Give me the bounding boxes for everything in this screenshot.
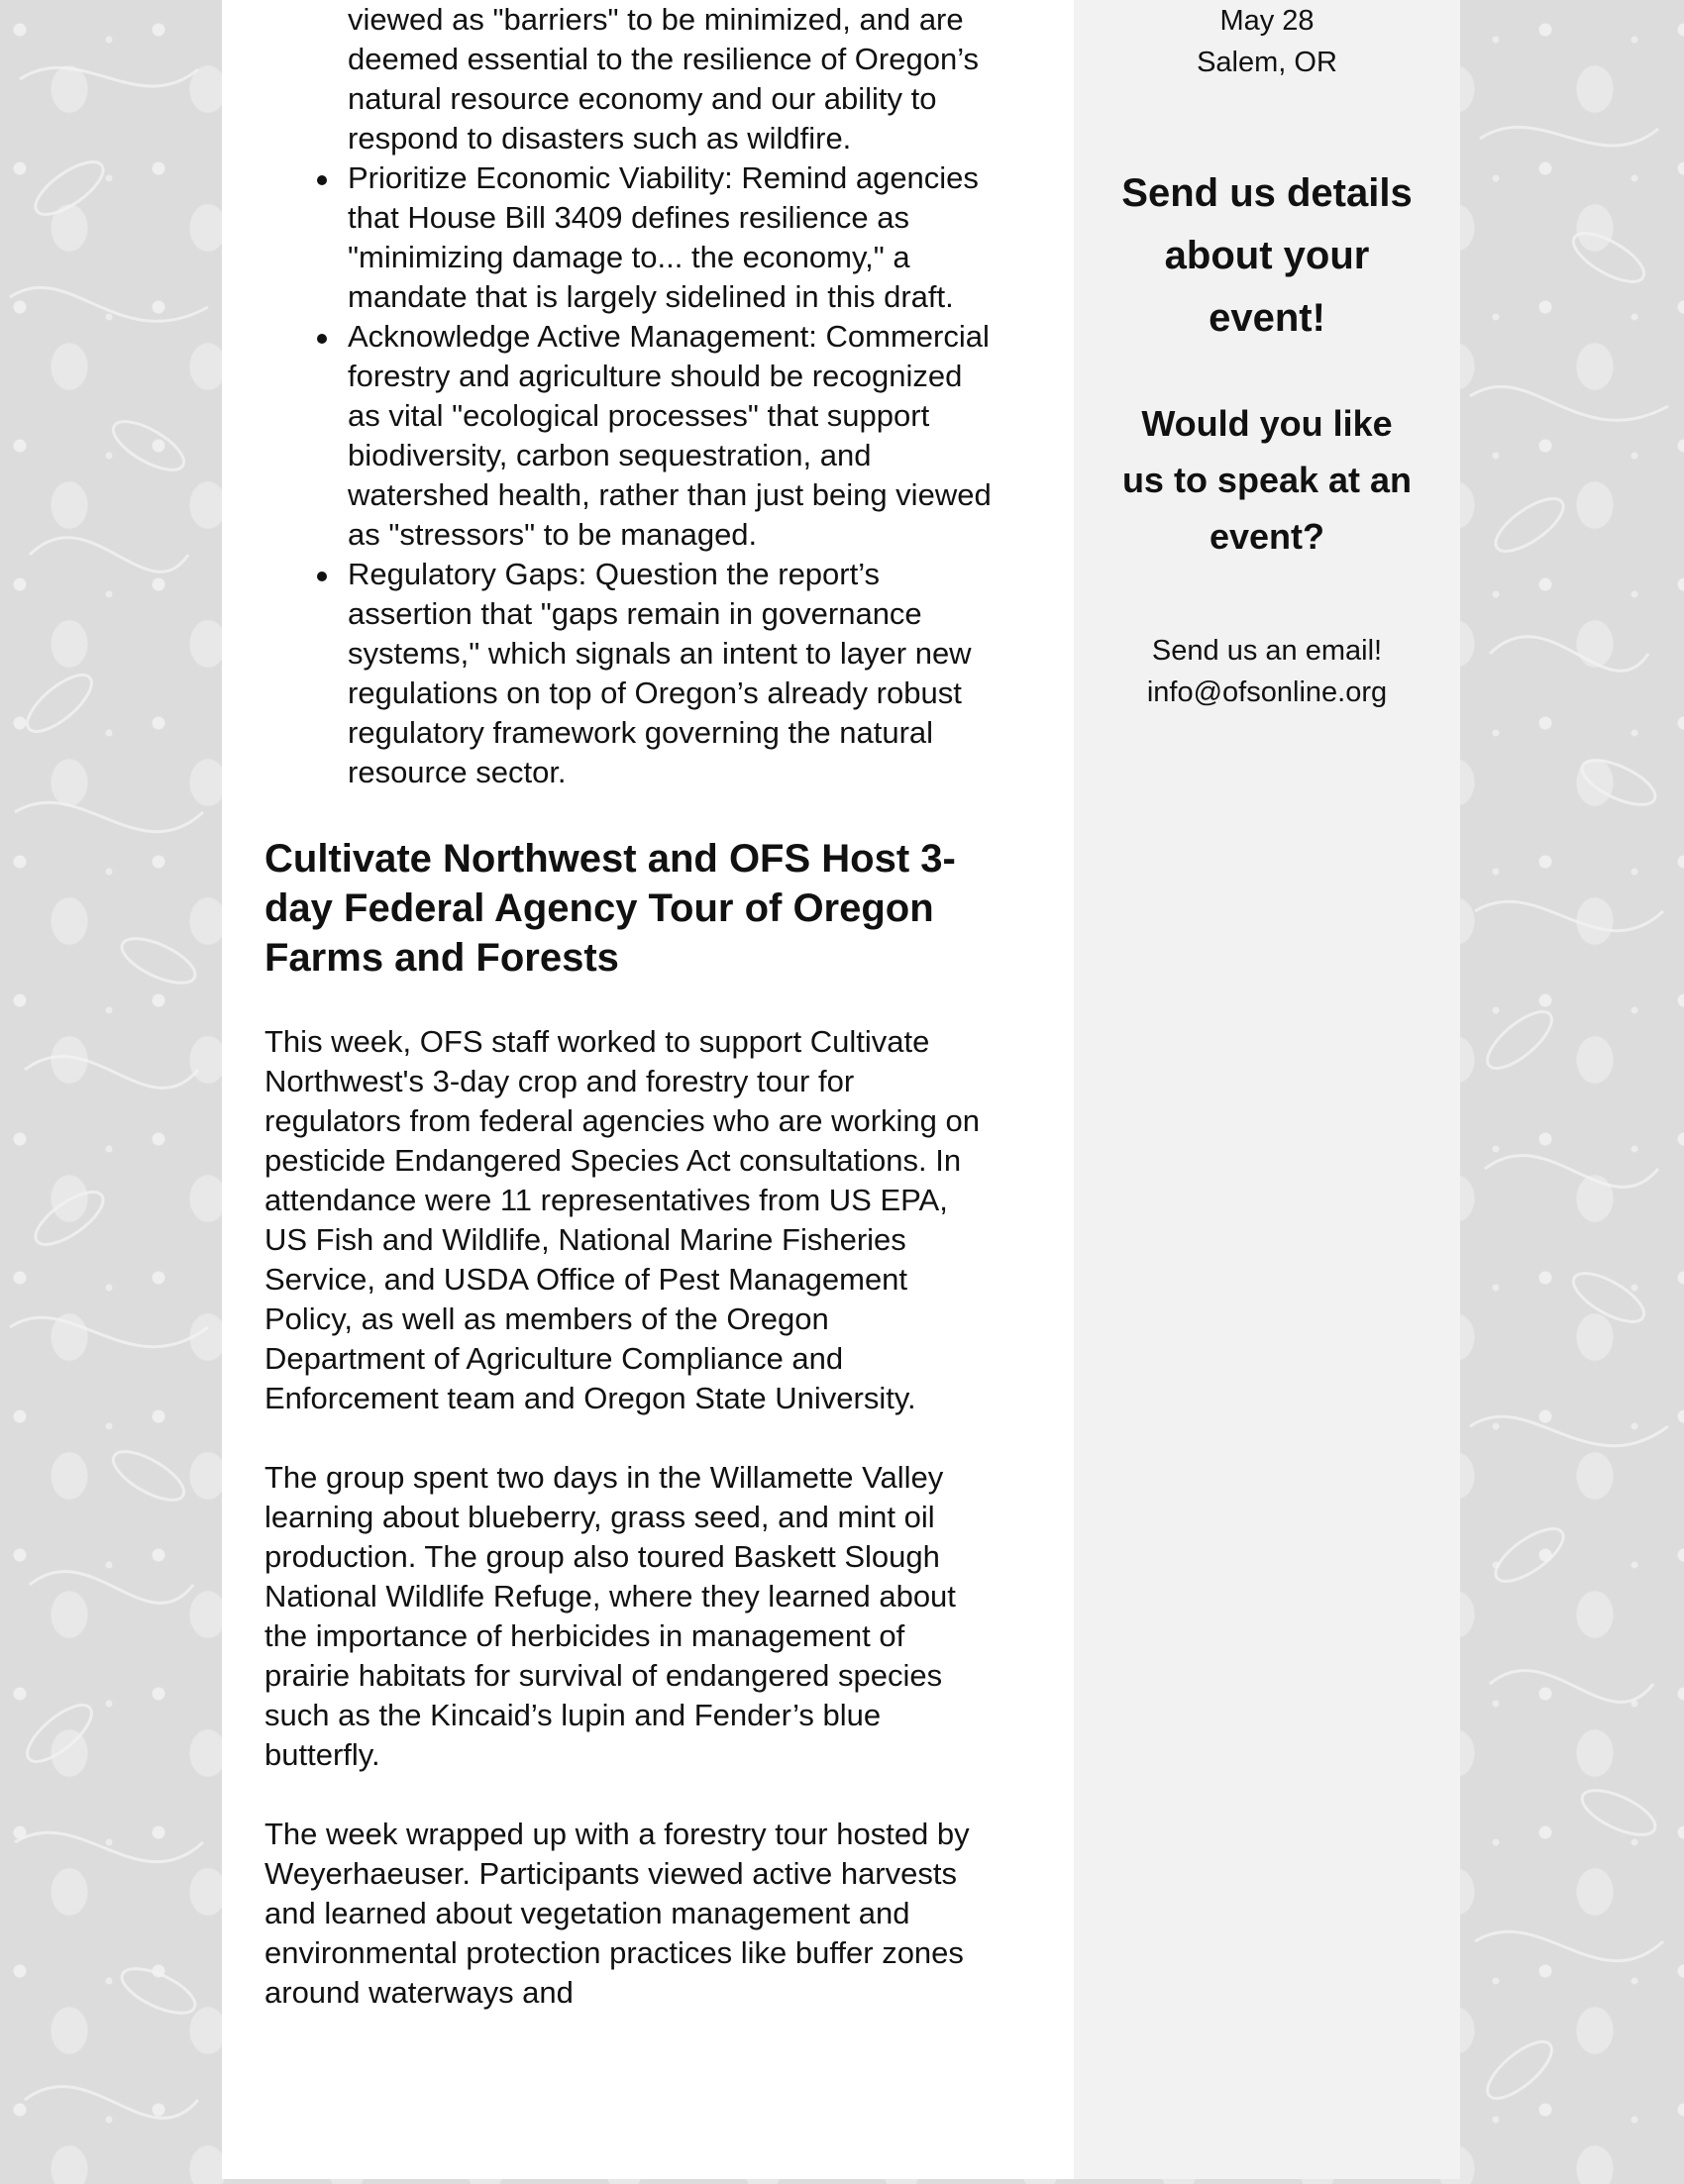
list-item bbox=[348, 158, 997, 317]
list-item-text: viewed as "barriers" to be minimized, and are deemed essential to the resilience of Oregon’s natural resource economy and our ability to respond to disasters such as wildfire. bbox=[348, 2, 980, 156]
decorative-background-left bbox=[0, 0, 222, 2179]
event-date: May 28 bbox=[1219, 5, 1315, 37]
list-item-text: Prioritize Economic Viability: Remind agencies that House Bill 3409 defines resilience as "minimizing damage to... the economy," a mandate that is largely sidelined in this draft. bbox=[348, 160, 979, 314]
bullet-icon bbox=[317, 175, 327, 185]
article-paragraph: This week, OFS staff worked to support Cultivate Northwest's 3-day crop and forestry tour for regulators from federal agencies who are working on pesticide Endangered Species Act consultations. In attendance were 11 representatives from US EPA, US Fish and Wildlife, National Marine Fisheries Service, and USDA Office of Pest Management Policy, as well as members of the Oregon Department of Agriculture Compliance and Enforcement team and Oregon State University. bbox=[264, 1024, 980, 1415]
sidebar bbox=[1074, 0, 1460, 2179]
recommendations-list bbox=[264, 0, 1057, 792]
article-title: Cultivate Northwest and OFS Host 3-day Federal Agency Tour of Oregon Farms and Forests bbox=[264, 837, 956, 980]
list-item-text: Regulatory Gaps: Question the report’s assertion that "gaps remain in governance systems," which signals an intent to layer new regulations on top of Oregon’s already robust regulatory framework governing the natural resource sector. bbox=[348, 557, 972, 789]
email-label: Send us an email! bbox=[1151, 635, 1383, 667]
newsletter-page bbox=[222, 0, 1460, 2179]
sidebar-subheading: Would you like us to speak at an event? bbox=[1121, 403, 1413, 557]
article-paragraph: The week wrapped up with a forestry tour hosted by Weyerhaeuser. Participants viewed active harvests and learned about vegetation management and environmental protection practices like buffer zones around waterways and bbox=[264, 1817, 970, 2010]
bullet-icon bbox=[317, 334, 327, 344]
event-location: Salem, OR bbox=[1197, 47, 1337, 78]
main-column bbox=[264, 0, 1057, 2013]
bullet-icon bbox=[317, 572, 327, 581]
article-paragraph: The group spent two days in the Willamette Valley learning about blueberry, grass seed, and mint oil production. The group also toured Baskett Slough National Wildlife Refuge, where they learned about the importance of herbicides in management of prairie habitats for survival of endangered species such as the Kincaid’s lupin and Fender’s blue butterfly. bbox=[264, 1460, 956, 1772]
leaf-pattern-icon bbox=[0, 0, 222, 2179]
list-item-text: Acknowledge Active Management: Commercial forestry and agriculture should be recognized as vital "ecological processes" that support biodiversity, carbon sequestration, and watershed health, rather than just being viewed as "stressors" to be managed. bbox=[348, 319, 992, 552]
decorative-background-right bbox=[1460, 0, 1684, 2179]
list-item bbox=[348, 555, 997, 792]
leaf-pattern-icon bbox=[1460, 0, 1684, 2179]
list-item bbox=[348, 317, 997, 555]
list-item-continuation bbox=[348, 0, 997, 158]
email-link[interactable]: info@ofsonline.org bbox=[1146, 676, 1388, 708]
sidebar-heading: Send us details about your event! bbox=[1121, 171, 1413, 340]
